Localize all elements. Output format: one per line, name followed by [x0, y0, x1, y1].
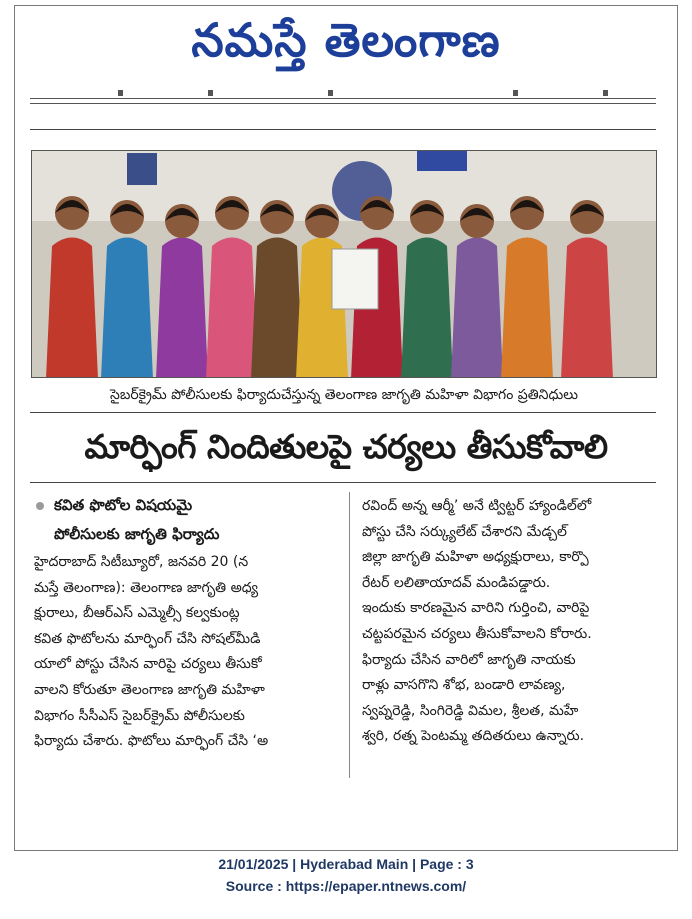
article-line: క్షురాలు, బీఆర్‌ఎస్ ఎమ్మెల్సీ కల్వకుంట్ల	[34, 605, 240, 622]
source-line: Source : https://epaper.ntnews.com/	[225, 878, 467, 894]
edition-line: 21/01/2025 | Hyderabad Main | Page : 3	[218, 856, 474, 872]
masthead-ornament	[118, 90, 608, 98]
article-line: మస్తే తెలంగాణ): తెలంగాణ జాగృతి అధ్య	[34, 579, 258, 596]
article-line: ఫిర్యాదు చేశారు. ఫొటోలు మార్ఫింగ్ చేసి ‘అ	[34, 733, 269, 750]
headline: మార్ఫింగ్ నిందితులపై చర్యలు తీసుకోవాలి	[84, 427, 608, 466]
subheadline: కవిత ఫొటోల విషయమై	[54, 496, 193, 514]
article-line: పోస్టు చేసి సర్క్యులేట్ చేశారని మేడ్చల్	[362, 523, 567, 540]
article-line: రవింద్ అన్న ఆర్మీ’ అనే ట్విట్టర్ హ్యాండిల్‌లో	[362, 498, 592, 514]
article-line: ఇందుకు కారణమైన వారిని గుర్తించి, వారిపై	[362, 600, 590, 617]
column-divider	[349, 492, 350, 778]
article-column-left	[34, 550, 344, 780]
masthead-title: నమస్తే తెలంగాణ	[191, 13, 501, 67]
article-line: చట్టపరమైన చర్యలు తీసుకోవాలని కోరారు.	[362, 625, 592, 642]
article-line: రేటర్ లలితాయాదవ్ మండిపడ్డారు.	[362, 574, 551, 591]
divider	[30, 129, 656, 130]
article-line: జిల్లా జాగృతి మహిళా అధ్యక్షురాలు, కార్పొ	[362, 549, 589, 566]
subheadline: పోలీసులకు జాగృతి ఫిర్యాదు	[54, 525, 220, 543]
article-line: యాలో పోస్టు చేసిన వారిపై చర్యలు తీసుకో	[34, 656, 262, 673]
article-line: కవిత ఫొటోలను మార్ఫింగ్ చేసి సోషల్‌మీడి	[34, 630, 261, 647]
photo-caption: సైబర్‌క్రైమ్ పోలీసులకు ఫిర్యాదుచేస్తున్న తెలంగాణ జాగృతి మహిళా విభాగం ప్రతినిధులు	[110, 387, 578, 403]
article-column-right	[362, 494, 662, 780]
bullet-icon	[36, 502, 44, 510]
article-line: శ్వరి, రత్న పెంటమ్మ తదితరులు ఉన్నారు.	[362, 728, 585, 745]
article-line: వాలని కోరుతూ తెలంగాణ జాగృతి మహిళా	[34, 681, 265, 698]
article-line: స్వప్నరెడ్డి, సింగిరెడ్డి విమల, శ్రీలత, మహే	[362, 702, 579, 719]
news-photo	[31, 150, 657, 378]
divider	[30, 482, 656, 483]
article-line: రాళ్లు వాసగొని శోభ, బండారి లావణ్య,	[362, 677, 566, 694]
divider	[30, 412, 656, 413]
article-line: ఫిర్యాదు చేసిన వారిలో జాగృతి నాయకు	[362, 651, 576, 668]
masthead-rule	[30, 98, 656, 104]
article-line: హైదరాబాద్ సిటీబ్యూరో, జనవరి 20 (న	[34, 554, 249, 570]
article-line: విభాగం సీసీఎస్ సైబర్‌క్రైమ్ పోలీసులకు	[34, 707, 245, 724]
